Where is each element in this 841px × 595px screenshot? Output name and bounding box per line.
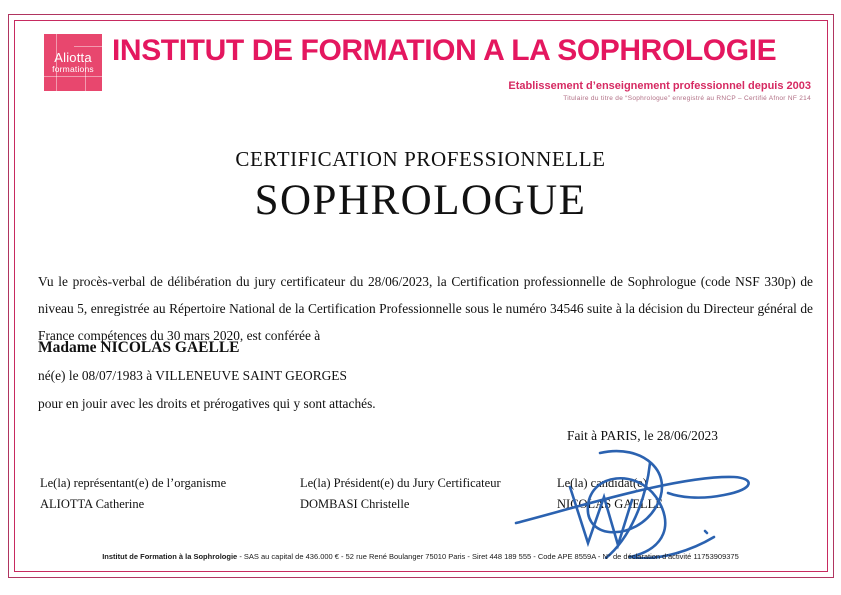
- signature-name: ALIOTTA Catherine: [40, 497, 145, 511]
- aliotta-formations-logo: [44, 34, 102, 91]
- birth-details: né(e) le 08/07/1983 à VILLENEUVE SAINT GEORGES: [38, 368, 347, 383]
- establishment-subtitle: Etablissement d’enseignement professionnel depuis 2003: [508, 80, 811, 92]
- logo-grid-line: [56, 34, 57, 91]
- recipient-name: Madame NICOLAS GAELLE: [38, 339, 240, 356]
- rights-statement: pour en jouir avec les droits et prérogatives qui y sont attachés.: [38, 396, 376, 411]
- place-and-date: Fait à PARIS, le 28/06/2023: [567, 428, 718, 443]
- signature-block-candidate: [557, 473, 663, 515]
- deliberation-paragraph: Vu le procès-verbal de délibération du jury certificateur du 28/06/2023, la Certification professionnelle de Sophrologue (code NSF 330p) de niveau 5, enregistrée au Répertoire National de la Certification Professionnelle sous le numéro 34546 suite à la décision du Directeur général de France compétences du 30 mars 2020, est conférée à: [38, 274, 813, 343]
- signature-block-jury-president: [300, 473, 501, 515]
- signature-role: Le(la) Président(e) du Jury Certificateur: [300, 476, 501, 490]
- footer-org-name: Institut de Formation à la Sophrologie: [102, 552, 238, 561]
- logo-grid-line: [74, 46, 102, 47]
- institute-title: INSTITUT DE FORMATION A LA SOPHROLOGIE: [112, 34, 777, 67]
- signature-block-representative: [40, 473, 226, 515]
- footer-legal-line: [20, 552, 821, 561]
- footer-org-details: - SAS au capital de 436.000 € - 52 rue René Boulanger 75010 Paris - Siret 448 189 555 - Code APE 8559A - N° de déclaration d’activité 11753909375: [237, 552, 739, 561]
- certification-heading: CERTIFICATION PROFESSIONNELLE: [235, 147, 606, 171]
- logo-brand-subname: formations: [52, 64, 94, 75]
- signature-role: Le(la) candidat(e): [557, 476, 647, 490]
- signature-name: NICOLAS GAELLE: [557, 497, 663, 511]
- rncp-certification-note: Titulaire du titre de “Sophrologue” enregistré au RNCP – Certifié Afnor NF 214: [563, 95, 811, 102]
- signature-name: DOMBASI Christelle: [300, 497, 410, 511]
- logo-grid-line: [44, 76, 102, 77]
- signature-role: Le(la) représentant(e) de l’organisme: [40, 476, 227, 490]
- certificate-title: SOPHROLOGUE: [254, 177, 587, 224]
- logo-brand-name: Aliotta: [54, 50, 92, 66]
